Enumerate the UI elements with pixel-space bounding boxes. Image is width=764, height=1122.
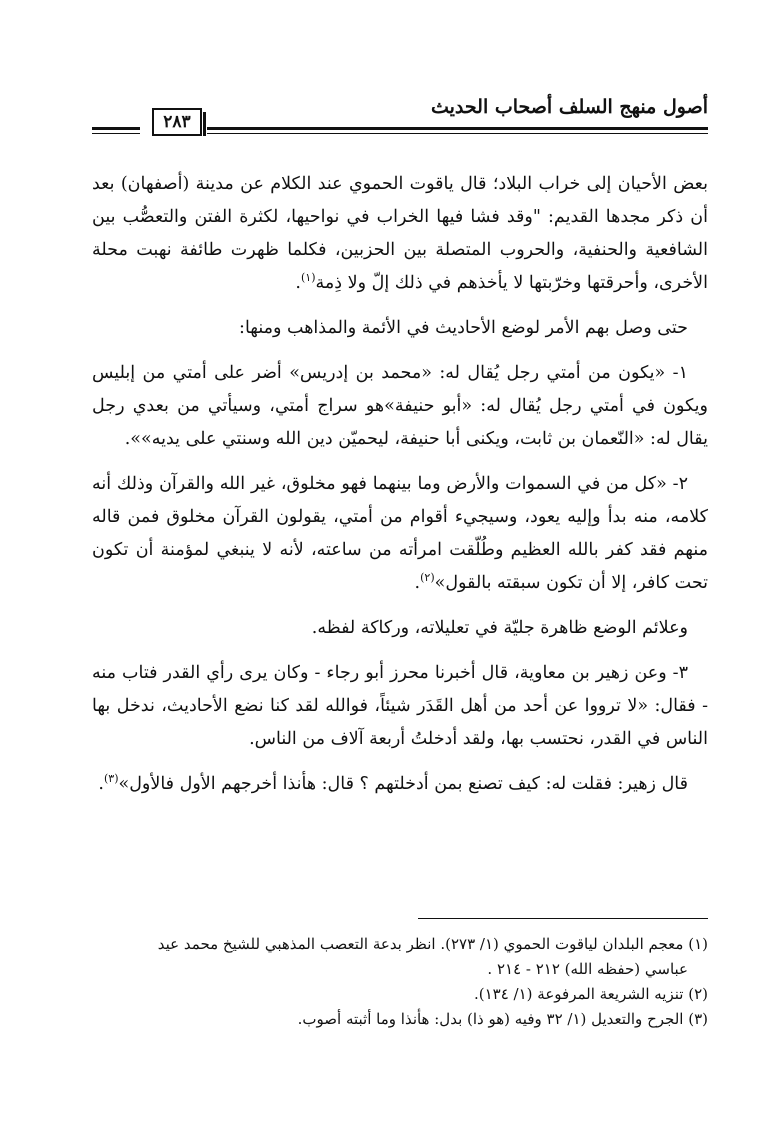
paragraph-hadith-1: ١- «يكون من أمتي رجل يُقال له: «محمد بن إدريس» أضر على أمتي من إبليس ويكون في أمتي رجل يُقال له: «أبو حنيفة»هو سراج أمتي، وسيأتي من بعدي رجل يقال له: «النّعمان بن ثابت، ويكنى أبا حنيفة، ليحميّن دين الله وسنتي على يديه»». [92,363,708,449]
footnote-1-continued: عباسي (حفظه الله) ٢١٢ - ٢١٤ . [487,960,688,978]
header-title: أصول منهج السلف أصحاب الحديث [430,96,708,118]
footnotes [92,932,708,1032]
footnote-separator [418,918,708,919]
footnote-ref-3: (٣) [103,772,119,786]
footnote-1: (١) معجم البلدان لياقوت الحموي (١/ ٢٧٣). انظر بدعة التعصب المذهبي للشيخ محمد عيد [157,935,708,953]
footnote-ref-1: (١) [301,271,316,285]
paragraph-hadith-3: ٣- وعن زهير بن معاوية، قال أخبرنا محرز أبو رجاء - وكان يرى رأي القدر فتاب منه - فقال: «لا ترووا عن أحد من أهل القَدَر شيئاً، فوالله لقد كنا نضع الأحاديث، ندخل بها الناس في القدر، نحتسب بها، ولقد أدخلتُ أربعة آلاف من الناس. [92,663,708,749]
paragraph-hadith-2: ٢- «كل من في السموات والأرض وما بينهما فهو مخلوق، غير الله والقرآن وذلك أنه كلامه، منه بدأ وإليه يعود، وسيجيء أقوام من أمتي، يقولون القرآن مخلوق فمن قاله منهم فقد كفر بالله العظيم وطُلّقت امرأته من ساعته، لأنه لا ينبغي لمؤمنة أن تكون تحت كافر، إلا أن تكون سبقته بالقول»$^{(٢)}$. [92,474,708,593]
main-text [92,168,708,813]
paragraph-5: وعلائم الوضع ظاهرة جليّة في تعليلاته، وركاكة لفظه. [311,618,688,638]
footnote-2: (٢) تنزيه الشريعة المرفوعة (١/ ١٣٤). [473,985,708,1003]
header-left-rule-thin [92,133,140,134]
page-number: ٢٨٣ [152,108,202,136]
paragraph-1: بعض الأحيان إلى خراب البلاد؛ قال ياقوت الحموي عند الكلام عن مدينة (أصفهان) بعد أن ذكر مجدها القديم: "وقد فشا فيها الخراب في نواحيها، لكثرة الفتن والتعصُّب بين الشافعية والحنفية، والحروب المتصلة بين الحزبين، فكلما ظهرت طائفة نهبت محلة الأخرى، وأحرقتها وخرّبتها لا يأخذهم في ذلك إلّ ولا ذِمة$^{(١)}$. [92,174,708,293]
footnote-ref-2: (٢) [420,571,435,585]
header-rule-thick [207,127,708,130]
header-rule-thin [207,133,708,134]
paragraph-7: قال زهير: فقلت له: كيف تصنع بمن أدخلتهم ؟ قال: هأنذا أخرجهم الأول فالأول»$^{(٣)}$. [98,772,688,794]
paragraph-2: حتى وصل بهم الأمر لوضع الأحاديث في الأئمة والمذاهب ومنها: [239,318,688,338]
header-left-rule-thick [92,127,140,130]
footnote-3: (٣) الجرح والتعديل (١/ ٣٢ وفيه (هو ذا) بدل: هأنذا وما أثبته أصوب. [297,1010,708,1028]
running-header [92,96,708,146]
